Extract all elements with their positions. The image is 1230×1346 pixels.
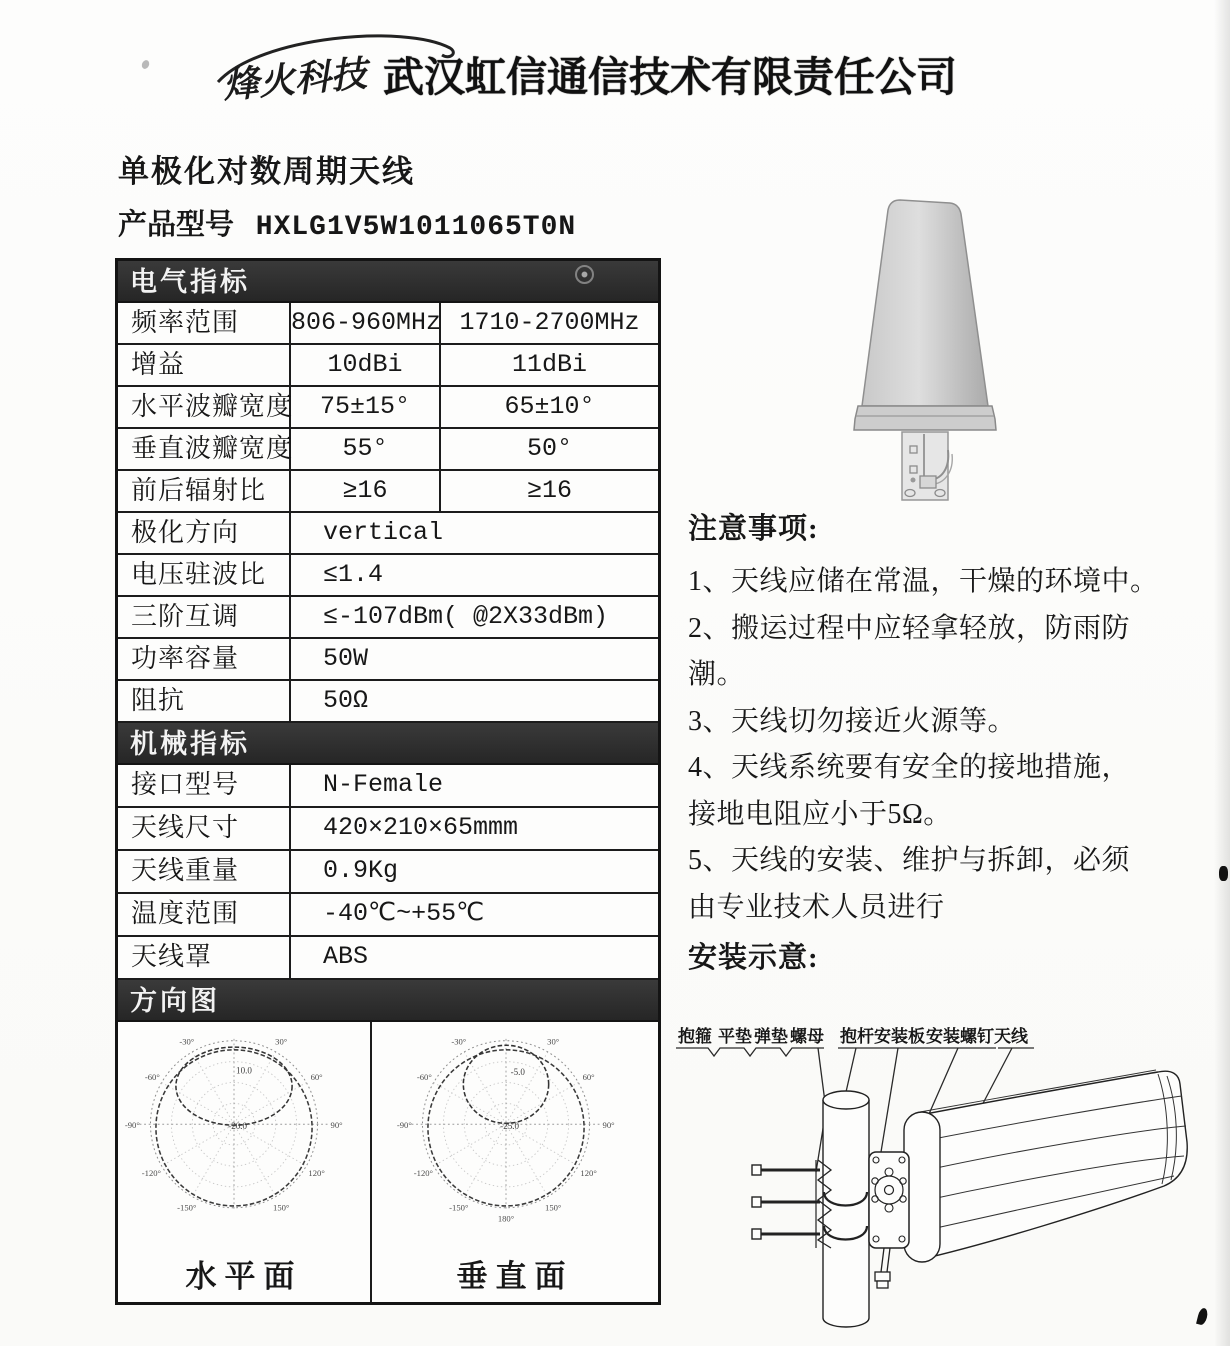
row-value-low: 806-960MHz	[291, 303, 441, 343]
row-value: 0.9Kg	[323, 856, 399, 885]
row-label: 增益	[118, 345, 291, 385]
row-value: ≤-107dBm( @2X33dBm)	[323, 602, 609, 631]
row-value: N-Female	[323, 770, 444, 799]
install-label: 抱杆	[840, 1027, 874, 1046]
notes-title: 注意事项:	[688, 513, 819, 545]
row-value: ≤1.4	[323, 560, 384, 589]
row-value: -40℃~+55℃	[323, 899, 485, 928]
scale-label-upper: -5.0	[510, 1067, 525, 1078]
company-name: 武汉虹信通信技术有限责任公司	[383, 54, 957, 100]
table-row	[118, 851, 658, 894]
svg-text:30°: 30°	[547, 1036, 560, 1047]
row-label: 极化方向	[118, 513, 291, 553]
row-value-low: 75±15°	[291, 387, 441, 427]
svg-text:-30°: -30°	[179, 1036, 195, 1047]
row-value: 420×210×65mmm	[323, 813, 519, 842]
scan-stamp-icon	[575, 265, 594, 284]
note-line: 由专业技术人员进行	[688, 891, 945, 923]
table-row	[118, 639, 658, 681]
mounting-plate	[869, 1152, 909, 1248]
model-label: 产品型号	[118, 209, 235, 241]
row-label: 天线尺寸	[118, 808, 291, 849]
scan-artifact	[140, 59, 150, 70]
install-label: 安装板	[874, 1027, 925, 1046]
polar-chart-vertical	[388, 1026, 624, 1237]
table-row	[118, 429, 658, 471]
table-row	[118, 808, 658, 851]
scan-artifact	[1219, 866, 1228, 881]
table-row	[118, 471, 658, 513]
polar-chart-horizontal	[116, 1026, 352, 1237]
row-label: 阻抗	[118, 681, 291, 721]
svg-text:-150°: -150°	[449, 1202, 469, 1213]
install-title: 安装示意:	[688, 942, 819, 974]
table-row	[118, 765, 658, 808]
notes-section	[688, 506, 1228, 976]
svg-text:30°: 30°	[275, 1036, 288, 1047]
row-label: 垂直波瓣宽度	[118, 429, 291, 469]
logo-text: 烽火科技	[221, 53, 369, 106]
n-connector	[875, 1248, 890, 1288]
svg-text:120°: 120°	[580, 1167, 597, 1178]
install-label: 安装螺钉	[926, 1027, 994, 1046]
row-value: ABS	[323, 942, 369, 971]
svg-text:-30°: -30°	[451, 1036, 467, 1047]
install-label: 弹垫	[754, 1027, 788, 1046]
svg-text:60°: 60°	[310, 1071, 323, 1082]
row-label: 温度范围	[118, 894, 291, 935]
note-line: 2、搬运过程中应轻拿轻放，防雨防	[688, 612, 1131, 644]
svg-text:90°: 90°	[602, 1119, 615, 1130]
row-value-high: 1710-2700MHz	[459, 308, 640, 337]
table-row	[118, 681, 658, 723]
install-label: 抱箍	[678, 1027, 712, 1046]
antenna-side-view	[904, 1070, 1187, 1262]
svg-text:150°: 150°	[545, 1202, 562, 1213]
scale-label-center: -20.0	[228, 1120, 248, 1131]
model-line	[118, 202, 576, 243]
row-value-high: 50°	[526, 434, 572, 463]
row-label: 前后辐射比	[118, 471, 291, 511]
install-label: 天线	[994, 1027, 1028, 1046]
table-row	[118, 597, 658, 639]
table-row	[118, 937, 658, 980]
note-line: 4、天线系统要有安全的接地措施，	[688, 752, 1131, 783]
section-header-electrical: 电气指标	[118, 261, 658, 303]
svg-text:-90°: -90°	[396, 1119, 412, 1130]
section-header-pattern: 方向图	[118, 980, 658, 1022]
installation-diagram	[668, 1020, 1230, 1342]
row-value: 50W	[323, 644, 369, 673]
svg-text:60°: 60°	[582, 1071, 595, 1082]
note-line: 1、天线应储在常温，干燥的环境中。	[688, 566, 1159, 597]
note-line: 5、天线的安装、维护与拆卸，必须	[688, 845, 1131, 876]
row-label: 电压驻波比	[118, 555, 291, 595]
plot-caption-vertical: 垂直面	[456, 1259, 574, 1294]
svg-text:120°: 120°	[308, 1167, 325, 1178]
plot-caption-horizontal: 水平面	[185, 1259, 303, 1294]
row-label: 接口型号	[118, 765, 291, 806]
mounting-bracket	[902, 432, 952, 500]
svg-text:-120°: -120°	[141, 1167, 162, 1178]
pattern-plots-row	[118, 1022, 658, 1302]
note-line: 接地电阻应小于5Ω。	[688, 798, 952, 830]
svg-text:150°: 150°	[273, 1202, 290, 1213]
radome-rim	[854, 406, 996, 430]
svg-text:180°: 180°	[497, 1213, 515, 1224]
svg-text:-60°: -60°	[144, 1071, 160, 1082]
svg-text:-60°: -60°	[416, 1071, 432, 1082]
note-line: 3、天线切勿接近火源等。	[688, 705, 1017, 737]
row-value-high: 65±10°	[504, 392, 595, 421]
row-value-high: ≥16	[526, 476, 572, 505]
install-label: 螺母	[790, 1027, 824, 1046]
row-label: 功率容量	[118, 639, 291, 679]
row-label: 三阶互调	[118, 597, 291, 637]
row-label: 天线重量	[118, 851, 291, 892]
row-value-low: 10dBi	[291, 345, 441, 385]
table-row	[118, 387, 658, 429]
row-label: 频率范围	[118, 303, 291, 343]
radome-body	[862, 200, 988, 406]
spec-table	[115, 258, 661, 1305]
table-row	[118, 303, 658, 345]
svg-text:-90°: -90°	[124, 1119, 140, 1130]
svg-text:90°: 90°	[330, 1119, 343, 1130]
antenna-product-drawing	[852, 188, 1022, 503]
svg-text:-120°: -120°	[413, 1167, 434, 1178]
section-header-mechanical: 机械指标	[118, 723, 658, 765]
table-row	[118, 345, 658, 387]
row-value-low: ≥16	[291, 471, 441, 511]
scale-label-upper: 10.0	[236, 1065, 252, 1076]
row-value: 50Ω	[323, 686, 369, 715]
polar-plot-vertical	[370, 1022, 658, 1302]
polar-plot-horizontal	[118, 1022, 370, 1302]
table-row	[118, 513, 658, 555]
row-label: 水平波瓣宽度	[118, 387, 291, 427]
row-value: vertical	[323, 518, 444, 547]
row-value-low: 55°	[291, 429, 441, 469]
table-row	[118, 555, 658, 597]
scale-label-center: -25.0	[500, 1120, 520, 1131]
install-label: 平垫	[718, 1027, 752, 1046]
table-row	[118, 894, 658, 937]
row-value-high: 11dBi	[511, 350, 587, 379]
svg-text:-150°: -150°	[177, 1202, 197, 1213]
model-value: HXLG1V5W1011065T0N	[255, 212, 577, 243]
product-title: 单极化对数周期天线	[118, 154, 415, 189]
note-line: 潮。	[688, 659, 746, 690]
row-label: 天线罩	[118, 937, 291, 978]
